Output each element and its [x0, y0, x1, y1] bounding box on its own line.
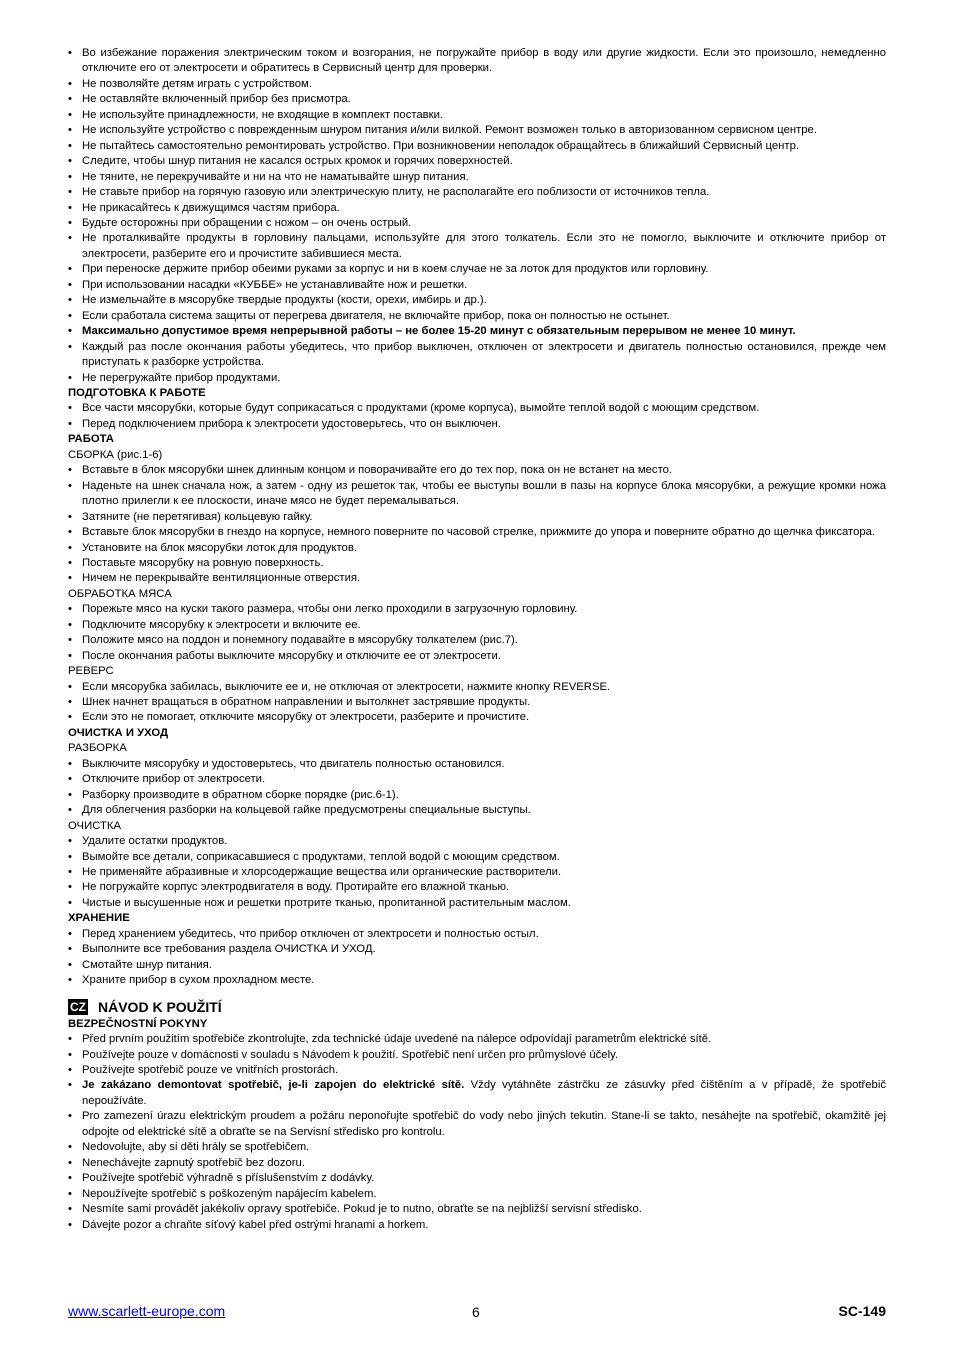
list-item: • Поставьте мясорубку на ровную поверхность. — [68, 556, 886, 571]
page-number: 6 — [472, 1304, 480, 1320]
list-item: • Не пытайтесь самостоятельно ремонтировать устройство. При возникновении неполадок обращайтесь в ближайший Сервисный центр. — [68, 139, 886, 154]
list-item: • Dávejte pozor a chraňte síťový kabel před ostrými hranami a horkem. — [68, 1218, 886, 1233]
list-item: • Pro zamezení úrazu elektrickým proudem a požáru neponořujte spotřebič do vody nebo jiných tekutin. Stane-li se takto, nesáhejte na spotřebič, okamžitě jej odpojte od elektrické sítě a obraťte se na Servisní středisko pro kontrolu. — [68, 1109, 886, 1140]
list-item: • Подключите мясорубку к электросети и включите ее. — [68, 618, 886, 633]
list-item: • Не ставьте прибор на горячую газовую или электрическую плиту, не располагайте его поблизости от источников тепла. — [68, 185, 886, 200]
prep-list — [68, 401, 886, 432]
website-link[interactable]: www.scarlett-europe.com — [68, 1303, 226, 1319]
list-item: • Установите на блок мясорубки лоток для продуктов. — [68, 541, 886, 556]
list-item: • Не используйте устройство с поврежденным шнуром питания и/или вилкой. Ремонт возможен только в авторизованном сервисном центре. — [68, 123, 886, 138]
list-item: • При переноске держите прибор обеими руками за корпус и ни в коем случае не за лоток для продуктов или горловину. — [68, 262, 886, 277]
list-item: • Наденьте на шнек сначала нож, а затем - одну из решеток так, чтобы ее выступы вошли в пазы на корпусе блока мясорубки, а режущие кромки ножа плотно прилегли к ее плоскости, иначе мясо не будет перемалываться. — [68, 479, 886, 510]
safety-list-ru — [68, 46, 886, 324]
model-number: SC-149 — [838, 1303, 886, 1319]
list-item: • Каждый раз после окончания работы убедитесь, что прибор выключен, отключен от электросети и двигатель полностью остановился, прежде чем приступать к разборке устройства. — [68, 340, 886, 371]
list-item: • Nesmíte sami provádět jakékoliv opravy spotřebiče. Pokud je to nutno, obraťte se na nejbližší servisní středisko. — [68, 1202, 886, 1217]
cz-language-badge: CZ — [70, 999, 86, 1014]
safety-item-max-time: • Максимально допустимое время непрерывной работы – не более 15-20 минут с обязательным перерывом не менее 10 минут. — [68, 324, 886, 339]
list-item: • Во избежание поражения электрическим током и возгорания, не погружайте прибор в воду или другие жидкости. Если это произошло, немедленно отключите его от электросети и обратитесь в Сервисный центр для проверки. — [68, 46, 886, 77]
cz-safety-item-demontage — [68, 1078, 886, 1109]
list-item: • Если это не помогает, отключите мясорубку от электросети, разберите и прочистите. — [68, 710, 886, 725]
list-item: • Смотайте шнур питания. — [68, 958, 886, 973]
list-item: • Если сработала система защиты от перегрева двигателя, не включайте прибор, пока он полностью не остынет. — [68, 309, 886, 324]
list-item: • Вставьте в блок мясорубки шнек длинным концом и поворачивайте его до тех пор, пока он не встанет на место. — [68, 463, 886, 478]
list-item: • Все части мясорубки, которые будут соприкасаться с продуктами (кроме корпуса), вымойте теплой водой с моющим средством. — [68, 401, 886, 416]
assembly-list — [68, 463, 886, 587]
cz-safety-list — [68, 1032, 886, 1078]
meat-list — [68, 602, 886, 664]
reverse-title: РЕВЕРС — [68, 665, 114, 678]
list-item: • Перед подключением прибора к электросети удостоверьтесь, что он выключен. — [68, 417, 886, 432]
list-item: • Používejte spotřebič pouze ve vnitřních prostorách. — [68, 1063, 886, 1078]
list-item: • Выключите мясорубку и удостоверьтесь, что двигатель полностью остановился. — [68, 757, 886, 772]
list-item: • Затяните (не перетягивая) кольцевую гайку. — [68, 510, 886, 525]
list-item: • После окончания работы выключите мясорубку и отключите ее от электросети. — [68, 649, 886, 664]
reverse-list — [68, 680, 886, 726]
list-item: • Ничем не перекрывайте вентиляционные отверстия. — [68, 571, 886, 586]
list-item: • Перед хранением убедитесь, что прибор отключен от электросети и полностью остыл. — [68, 927, 886, 942]
list-item: • Не позволяйте детям играть с устройством. — [68, 77, 886, 92]
list-item: • Будьте осторожны при обращении с ножом – он очень острый. — [68, 216, 886, 231]
cz-bold-warning: Je zakázano demontovat spotřebič, je-li zapojen do elektrické sítě. — [82, 1079, 465, 1092]
disassembly-title: РАЗБОРКА — [68, 742, 127, 755]
list-item: • Удалите остатки продуктов. — [68, 834, 886, 849]
cz-safety-heading: BEZPEČNOSTNÍ POKYNY — [68, 1017, 208, 1030]
assembly-title: СБОРКА (рис.1-6) — [68, 448, 163, 461]
meat-title: ОБРАБОТКА МЯСА — [68, 587, 172, 600]
list-item: • Если мясорубка забилась, выключите ее и, не отключая от электросети, нажмите кнопку REVERSE. — [68, 680, 886, 695]
list-item: • Не проталкивайте продукты в горловину пальцами, используйте для этого толкатель. Если это не помогло, выключите и отключите прибор от электросети, разберите его и прочистите забившиеся места. — [68, 231, 886, 262]
list-item: • Не тяните, не перекручивайте и ни на что не наматывайте шнур питания. — [68, 170, 886, 185]
list-item: • Не измельчайте в мясорубке твердые продукты (кости, орехи, имбирь и др.). — [68, 293, 886, 308]
list-item: • Не прикасайтесь к движущимся частям прибора. — [68, 201, 886, 216]
list-item: • Не оставляйте включенный прибор без присмотра. — [68, 92, 886, 107]
list-item: • Храните прибор в сухом прохладном месте. — [68, 973, 886, 988]
list-item: • Выполните все требования раздела ОЧИСТКА И УХОД. — [68, 942, 886, 957]
cz-safety-list-2 — [68, 1109, 886, 1233]
list-item: • Порежьте мясо на куски такого размера, чтобы они легко проходили в загрузочную горловину. — [68, 602, 886, 617]
list-item: • Не применяйте абразивные и хлорсодержащие вещества или органические растворители. — [68, 865, 886, 880]
prep-heading: ПОДГОТОВКА К РАБОТЕ — [68, 386, 206, 399]
list-item: • Nenechávejte zapnutý spotřebič bez dozoru. — [68, 1156, 886, 1171]
list-item: • Вставьте блок мясорубки в гнездо на корпусе, немного поверните по часовой стрелке, прижмите до упора и поверните обратно до щелчка фиксатора. — [68, 525, 886, 540]
safety-list-ru-tail — [68, 340, 886, 386]
list-item: • Вымойте все детали, соприкасавшиеся с продуктами, теплой водой с моющим средством. — [68, 850, 886, 865]
list-item: • При использовании насадки «КУББЕ» не устанавливайте нож и решетки. — [68, 278, 886, 293]
list-item: • Не погружайте корпус электродвигателя в воду. Протирайте его влажной тканью. — [68, 880, 886, 895]
list-item: • Положите мясо на поддон и понемногу подавайте в мясорубку толкателем (рис.7). — [68, 633, 886, 648]
list-item: • Не перегружайте прибор продуктами. — [68, 371, 886, 386]
list-item: • Разборку производите в обратном сборке порядке (рис.6-1). — [68, 788, 886, 803]
cleaning-list — [68, 834, 886, 911]
list-item: • Používejte spotřebič výhradně s příslušenstvím z dodávky. — [68, 1171, 886, 1186]
care-heading: ОЧИСТКА И УХОД — [68, 726, 169, 739]
list-item: • Чистые и высушенные нож и решетки протрите тканью, пропитанной растительным маслом. — [68, 896, 886, 911]
cz-warning-rest: Vždy vytáhněte zástrčku ze zásuvky před čištěním a v případě, že spotřebič nepoužíváte. — [82, 1079, 886, 1107]
page-footer — [68, 1303, 886, 1323]
cleaning-title: ОЧИСТКА — [68, 819, 121, 832]
list-item: • Не используйте принадлежности, не входящие в комплект поставки. — [68, 108, 886, 123]
list-item: • Nedovolujte, aby si děti hrály se spotřebičem. — [68, 1140, 886, 1155]
list-item: • Отключите прибор от электросети. — [68, 772, 886, 787]
cz-title: NÁVOD K POUŽITÍ — [98, 998, 222, 1015]
storage-heading: ХРАНЕНИЕ — [68, 912, 130, 925]
storage-list — [68, 927, 886, 989]
list-item: • Nepoužívejte spotřebič s poškozeným napájecím kabelem. — [68, 1187, 886, 1202]
list-item: • Používejte pouze v domácnosti v souladu s Návodem k použití. Spotřebič není určen pro průmyslové účely. — [68, 1048, 886, 1063]
list-item: • Před prvním použitím spotřebiče zkontrolujte, zda technické údaje uvedené na nálepce odpovídají parametrům elektrické sítě. — [68, 1032, 886, 1047]
list-item: • Для облегчения разборки на кольцевой гайке предусмотрены специальные выступы. — [68, 803, 886, 818]
work-heading: РАБОТА — [68, 433, 114, 446]
list-item: • Шнек начнет вращаться в обратном направлении и вытолкнет застрявшие продукты. — [68, 695, 886, 710]
disassembly-list — [68, 757, 886, 819]
cz-section-title — [68, 998, 886, 1016]
list-item: • Следите, чтобы шнур питания не касался острых кромок и горячих поверхностей. — [68, 154, 886, 169]
page-content — [68, 46, 886, 1233]
